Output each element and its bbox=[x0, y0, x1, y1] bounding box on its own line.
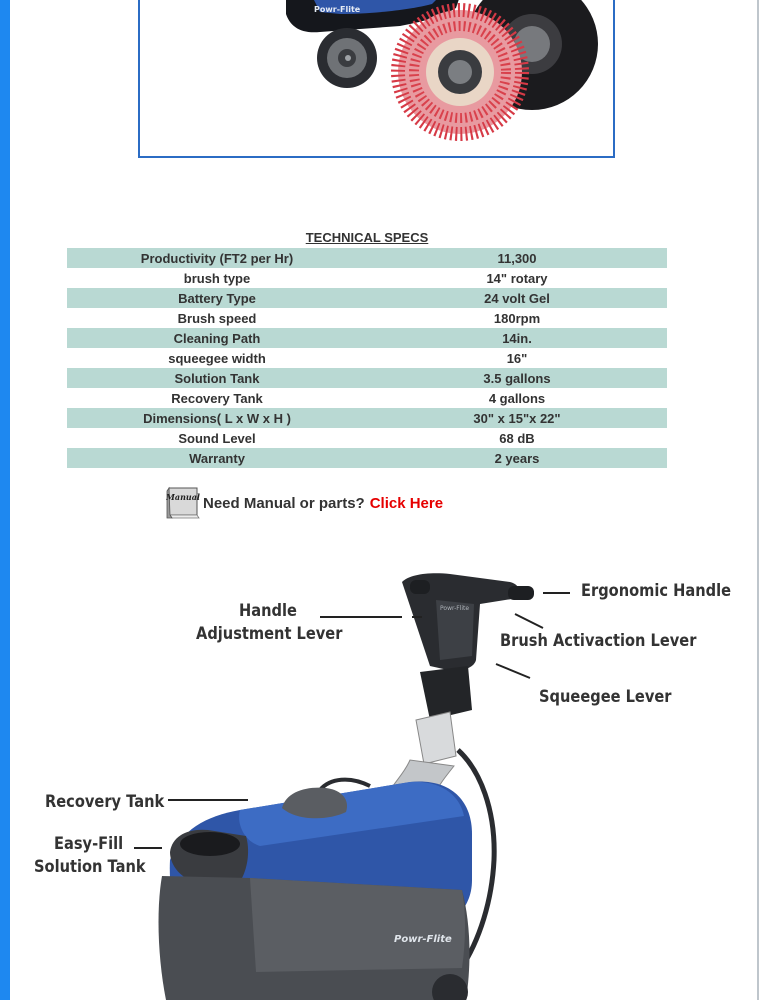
table-row bbox=[67, 368, 667, 388]
spec-label: Productivity (FT2 per Hr) bbox=[67, 248, 367, 268]
table-row bbox=[67, 428, 667, 448]
table-row bbox=[67, 328, 667, 348]
table-row bbox=[67, 248, 667, 268]
callout-handle-adjustment-line2: Adjustment Lever bbox=[196, 624, 343, 644]
click-here-link[interactable]: Click Here bbox=[369, 494, 444, 512]
spec-label: Sound Level bbox=[178, 430, 256, 446]
spec-value: 68 dB bbox=[499, 430, 535, 446]
callout-brush-activation-lever: Brush Activaction Lever bbox=[500, 631, 697, 651]
table-row bbox=[67, 288, 667, 308]
spec-label: Dimensions( L x W x H ) bbox=[67, 408, 367, 428]
product-photo-frame bbox=[138, 0, 615, 158]
spec-value: 16" bbox=[506, 350, 528, 366]
callout-easy-fill-line1: Easy-Fill bbox=[54, 834, 124, 854]
spec-value: 24 volt Gel bbox=[367, 288, 667, 308]
svg-text:Powr-Flite: Powr-Flite bbox=[314, 5, 361, 14]
spec-label: Cleaning Path bbox=[67, 328, 367, 348]
spec-value: 30" x 15"x 22" bbox=[367, 408, 667, 428]
table-row bbox=[67, 348, 667, 368]
spec-value: 2 years bbox=[367, 448, 667, 468]
svg-text:Powr-Flite: Powr-Flite bbox=[440, 605, 470, 612]
callout-recovery-tank: Recovery Tank bbox=[45, 792, 165, 812]
table-row bbox=[67, 268, 667, 288]
svg-text:Manual: Manual bbox=[166, 492, 200, 502]
spec-label: brush type bbox=[183, 270, 251, 286]
spec-label: Recovery Tank bbox=[171, 390, 263, 406]
scrubber-illustration bbox=[10, 560, 750, 1000]
spec-label: Brush speed bbox=[177, 310, 257, 326]
left-edge-bar bbox=[0, 0, 10, 1000]
spec-value: 11,300 bbox=[367, 248, 667, 268]
specs-table bbox=[67, 248, 667, 468]
spec-label: Battery Type bbox=[67, 288, 367, 308]
spec-value: 180rpm bbox=[493, 310, 541, 326]
spec-value: 14in. bbox=[367, 328, 667, 348]
specs-title: TECHNICAL SPECS bbox=[305, 230, 429, 245]
spec-value: 14" rotary bbox=[486, 270, 548, 286]
manual-book-icon[interactable] bbox=[166, 486, 202, 520]
spec-label: Warranty bbox=[67, 448, 367, 468]
spec-label: squeegee width bbox=[168, 350, 266, 366]
manual-parts-row bbox=[166, 486, 443, 520]
callout-easy-fill-line2: Solution Tank bbox=[34, 857, 146, 877]
scrubber-diagram bbox=[10, 560, 750, 1000]
spec-value: 4 gallons bbox=[488, 390, 546, 406]
manual-prompt-text: Need Manual or parts? bbox=[203, 494, 365, 512]
table-row bbox=[67, 308, 667, 328]
table-row bbox=[67, 408, 667, 428]
spec-value: 3.5 gallons bbox=[367, 368, 667, 388]
callout-handle-adjustment-line1: Handle bbox=[239, 601, 297, 621]
table-row bbox=[67, 388, 667, 408]
product-photo bbox=[140, 0, 613, 156]
spec-label: Solution Tank bbox=[67, 368, 367, 388]
table-row bbox=[67, 448, 667, 468]
callout-ergonomic-handle: Ergonomic Handle bbox=[581, 581, 732, 601]
callout-squeegee-lever: Squeegee Lever bbox=[539, 687, 672, 707]
svg-text:Powr-Flite: Powr-Flite bbox=[394, 934, 452, 945]
